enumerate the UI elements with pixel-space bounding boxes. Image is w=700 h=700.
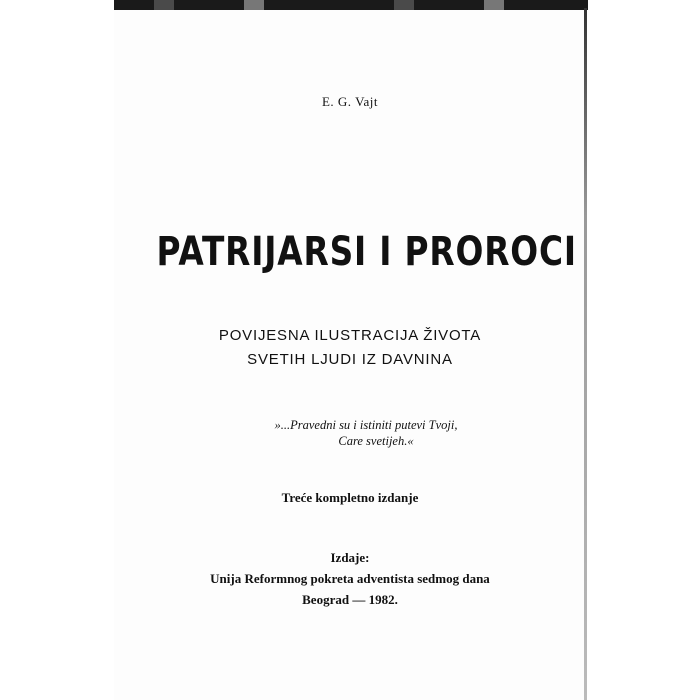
epigraph-line-2: Care svetijeh.« [338,434,414,448]
edition-note: Treće kompletno izdanje [281,490,419,505]
publisher-label: Izdaje: [330,550,370,565]
author-name: E. G. Vajt [321,94,379,109]
subtitle-line-2: SVETIH LJUDI IZ DAVNINA [247,351,453,368]
epigraph-line-1: »...Pravedni su i istiniti putevi Tvoji, [274,418,458,432]
subtitle-line-1: POVIJESNA ILUSTRACIJA ŽIVOTA [218,327,482,344]
publication-place-year: Beograd — 1982. [302,592,398,607]
publisher-name: Unija Reformnog pokreta adventista sedmog dana [210,571,490,586]
scan-top-edge [114,0,588,10]
book-title: PATRIJARSI I PROROCI [156,229,577,275]
